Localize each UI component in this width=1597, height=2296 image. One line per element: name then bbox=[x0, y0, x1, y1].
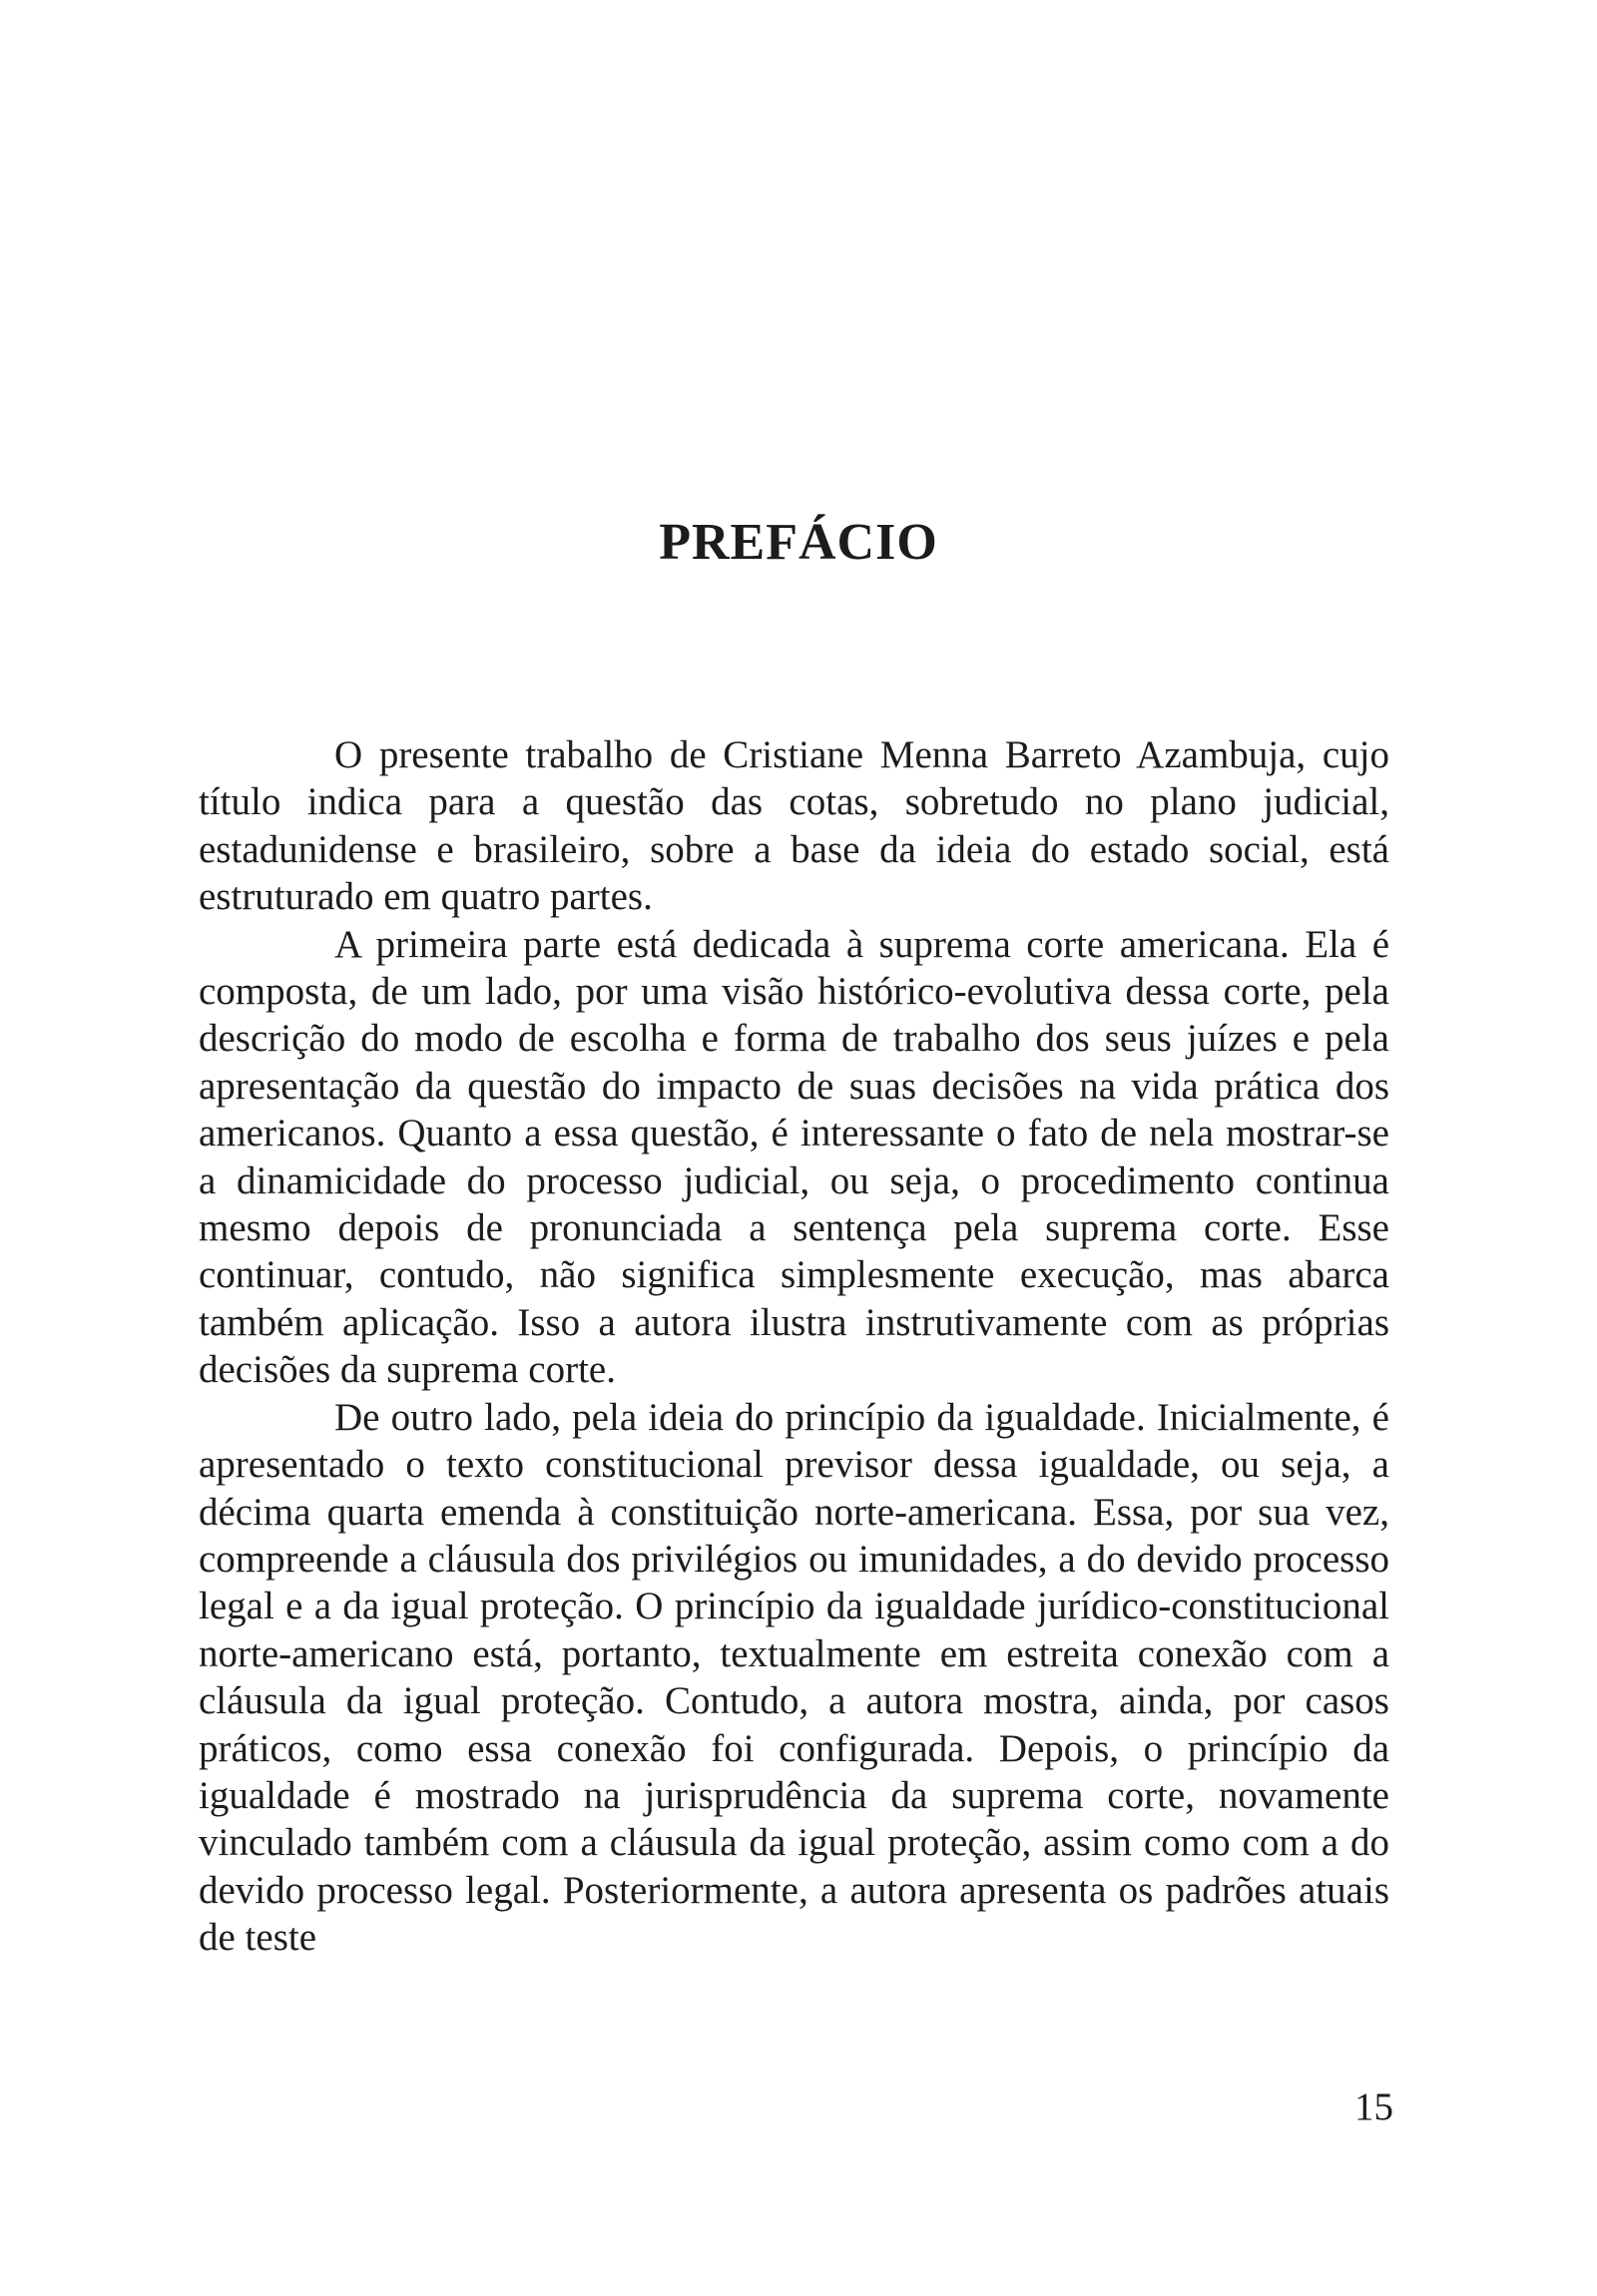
paragraph-3: De outro lado, pela ideia do princípio da igualdade. Inicialmente, é apresentado o texto constitucional previsor dessa igualdade, ou seja, a décima quarta emenda à constituição norte-americana. Essa, por sua vez, compreende a cláusula dos privilégios ou imunidades, a do devido processo legal e a da igual proteção. O princípio da igualdade jurídico-constitucional norte-americano está, portanto, textualmente em estreita conexão com a cláusula da igual proteção. Contudo, a autora mostra, ainda, por casos práticos, como essa conexão foi configurada. Depois, o princípio da igualdade é mostrado na jurisprudência da suprema corte, novamente vinculado também com a cláusula da igual proteção, assim como com a do devido processo legal. Posteriormente, a autora apresenta os padrões atuais de teste bbox=[199, 1395, 1389, 1960]
paragraph-2: A primeira parte está dedicada à suprema corte americana. Ela é composta, de um lado, por uma visão histórico-evolutiva dessa corte, pela descrição do modo de escolha e forma de trabalho dos seus juízes e pela apresentação da questão do impacto de suas decisões na vida prática dos americanos. Quanto a essa questão, é interessante o fato de nela mostrar-se a dinamicidade do processo judicial, ou seja, o procedimento continua mesmo depois de pronunciada a sentença pela suprema corte. Esse continuar, contudo, não significa simplesmente execução, mas abarca também aplicação. Isso a autora ilustra instrutivamente com as próprias decisões da suprema corte. bbox=[199, 922, 1389, 1392]
paragraph-1: O presente trabalho de Cristiane Menna Barreto Azambuja, cujo título indica para a questão das cotas, sobretudo no plano judicial, estadunidense e brasileiro, sobre a base da ideia do estado social, está estruturado em quatro partes. bbox=[199, 733, 1389, 919]
page-number: 15 bbox=[1354, 2085, 1393, 2128]
page-title: PREFÁCIO bbox=[659, 514, 938, 571]
body-text bbox=[199, 731, 1389, 1962]
